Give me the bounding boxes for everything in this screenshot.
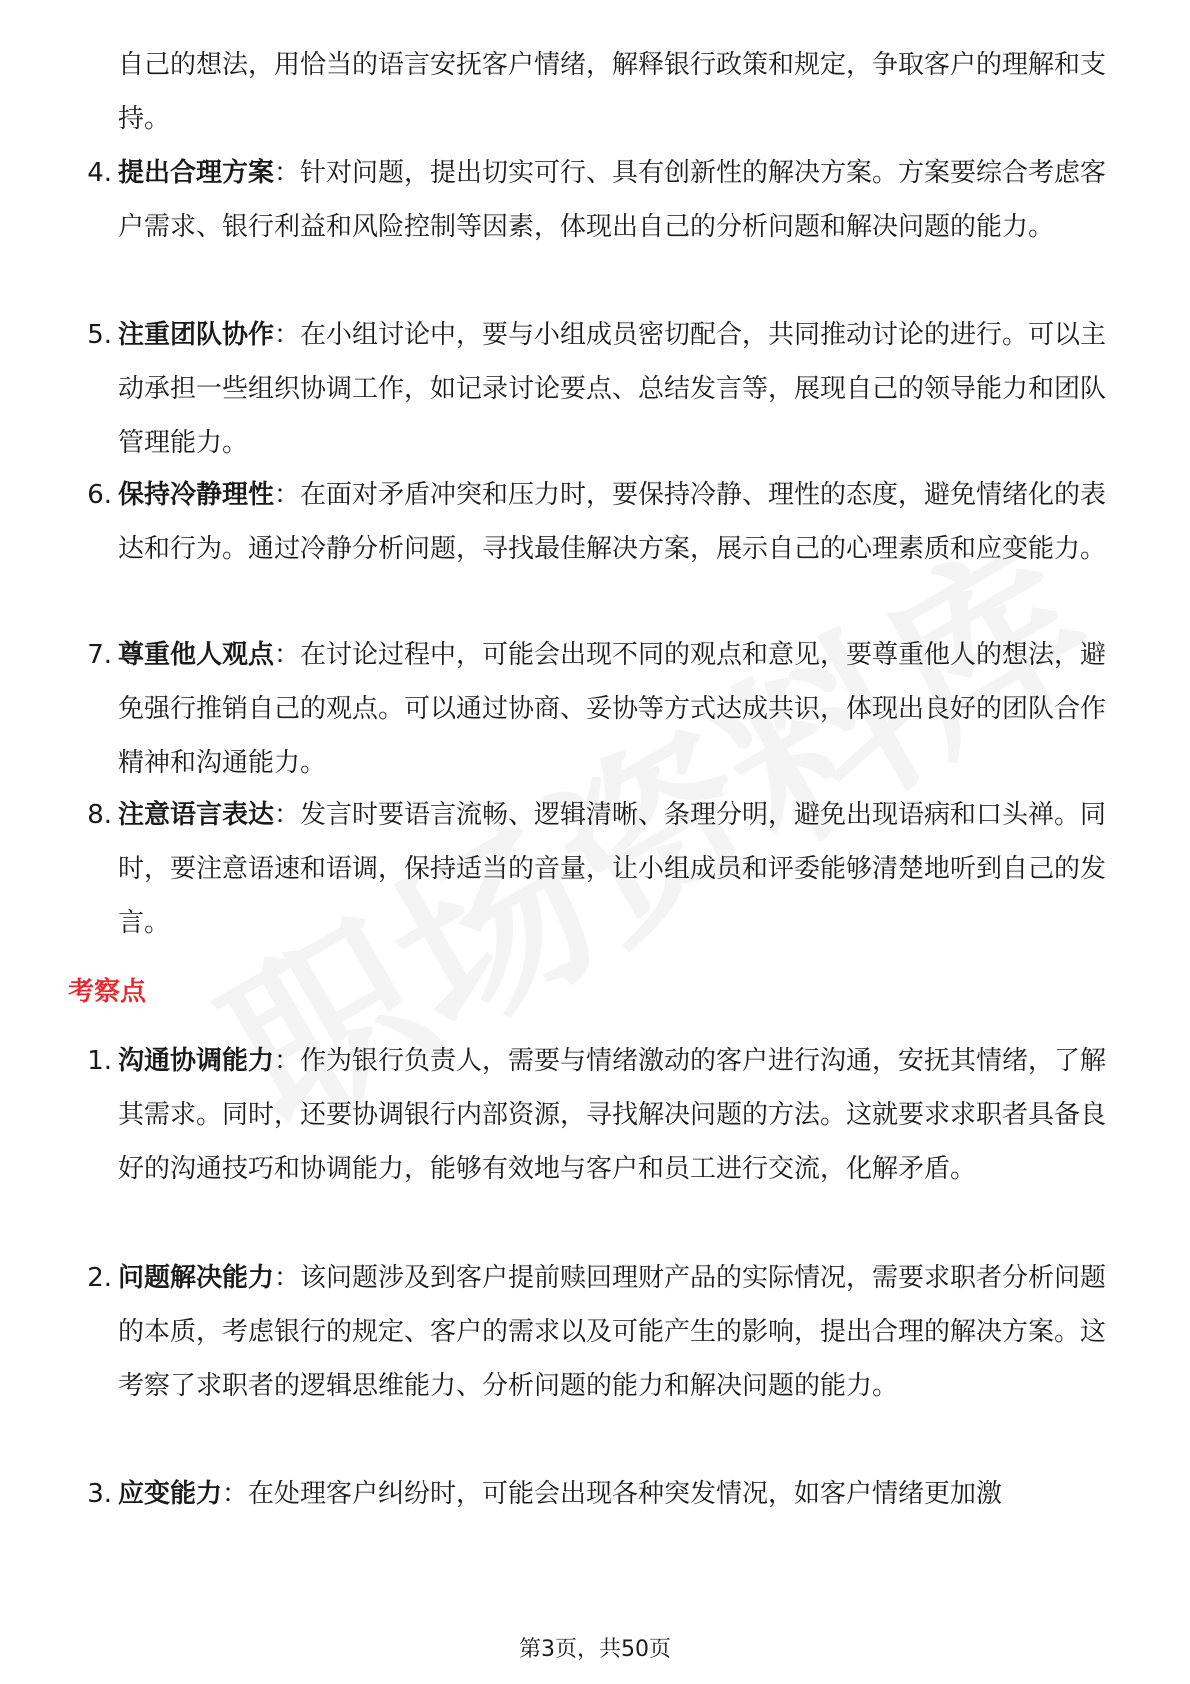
list-item-desc: 在面对矛盾冲突和压力时，要保持冷静、理性的态度，避免情绪化的表达和行为。通过冷静分析问题，寻找最佳解决方案，展示自己的心理素质和应变能力。	[118, 480, 1107, 564]
list-item-text	[118, 628, 1118, 790]
list-item-text	[118, 308, 1118, 470]
list-item-text	[118, 1251, 1118, 1413]
list-number: 5.	[87, 320, 112, 350]
list-item-desc: 在小组讨论中，要与小组成员密切配合，共同推动讨论的进行。可以主动承担一些组织协调工作，如记录讨论要点、总结发言等，展现自己的领导能力和团队管理能力。	[118, 320, 1107, 458]
list-number: 1.	[87, 1046, 112, 1076]
list-item-text	[118, 788, 1118, 950]
page-footer: 第3页，共50页	[519, 1637, 671, 1662]
list-item-separator: ：	[274, 800, 301, 830]
list-item-desc: 在讨论过程中，可能会出现不同的观点和意见，要尊重他人的想法，避免强行推销自己的观点。可以通过协商、妥协等方式达成共识，体现出良好的团队合作精神和沟通能力。	[118, 640, 1107, 778]
list-item-desc: 作为银行负责人，需要与情绪激动的客户进行沟通，安抚其情绪，了解其需求。同时，还要协调银行内部资源，寻找解决问题的方法。这就要求求职者具备良好的沟通技巧和协调能力，能够有效地与客户和员工进行交流，化解矛盾。	[118, 1046, 1107, 1184]
intro-paragraph: 自己的想法，用恰当的语言安抚客户情绪，解释银行政策和规定，争取客户的理解和支持。	[118, 50, 1107, 134]
list-item-desc: 在处理客户纠纷时，可能会出现各种突发情况，如客户情绪更加激	[248, 1479, 1003, 1509]
list-item-desc: 该问题涉及到客户提前赎回理财产品的实际情况，需要求职者分析问题的本质，考虑银行的规定、客户的需求以及可能产生的影响，提出合理的解决方案。这考察了求职者的逻辑思维能力、分析问题的能力和解决问题的能力。	[118, 1263, 1107, 1401]
list-number: 6.	[87, 480, 112, 510]
list-item-term: 注重团队协作	[118, 320, 275, 350]
list-item-separator: ：	[274, 320, 301, 350]
list-item-text	[118, 468, 1118, 576]
list-item-separator: ：	[274, 158, 301, 188]
list-item-term: 注意语言表达	[118, 800, 275, 830]
list-item-separator: ：	[222, 1479, 249, 1509]
list-item-term: 尊重他人观点	[118, 640, 275, 670]
list-item-separator: ：	[274, 1263, 301, 1293]
list-item-term: 提出合理方案	[118, 158, 275, 188]
list-item-desc: 针对问题，提出切实可行、具有创新性的解决方案。方案要综合考虑客户需求、银行利益和风险控制等因素，体现出自己的分析问题和解决问题的能力。	[118, 158, 1107, 242]
list-item-separator: ：	[274, 1046, 301, 1076]
list-item-term: 保持冷静理性	[118, 480, 275, 510]
list-item-text	[118, 146, 1118, 254]
section-title: 考察点	[68, 977, 147, 1007]
list-number: 3.	[87, 1479, 112, 1509]
list-item-text	[118, 1467, 1118, 1521]
list-item-term: 问题解决能力	[118, 1263, 275, 1293]
list-item-text	[118, 1034, 1118, 1196]
list-number: 2.	[87, 1263, 112, 1293]
list-number: 4.	[87, 158, 112, 188]
list-number: 7.	[87, 640, 112, 670]
list-item-separator: ：	[274, 480, 301, 510]
list-item-separator: ：	[274, 640, 301, 670]
list-item-desc: 发言时要语言流畅、逻辑清晰、条理分明，避免出现语病和口头禅。同时，要注意语速和语调，保持适当的音量，让小组成员和评委能够清楚地听到自己的发言。	[118, 800, 1107, 938]
list-item-term: 沟通协调能力	[118, 1046, 275, 1076]
list-item-term: 应变能力	[118, 1479, 223, 1509]
list-number: 8.	[87, 800, 112, 830]
